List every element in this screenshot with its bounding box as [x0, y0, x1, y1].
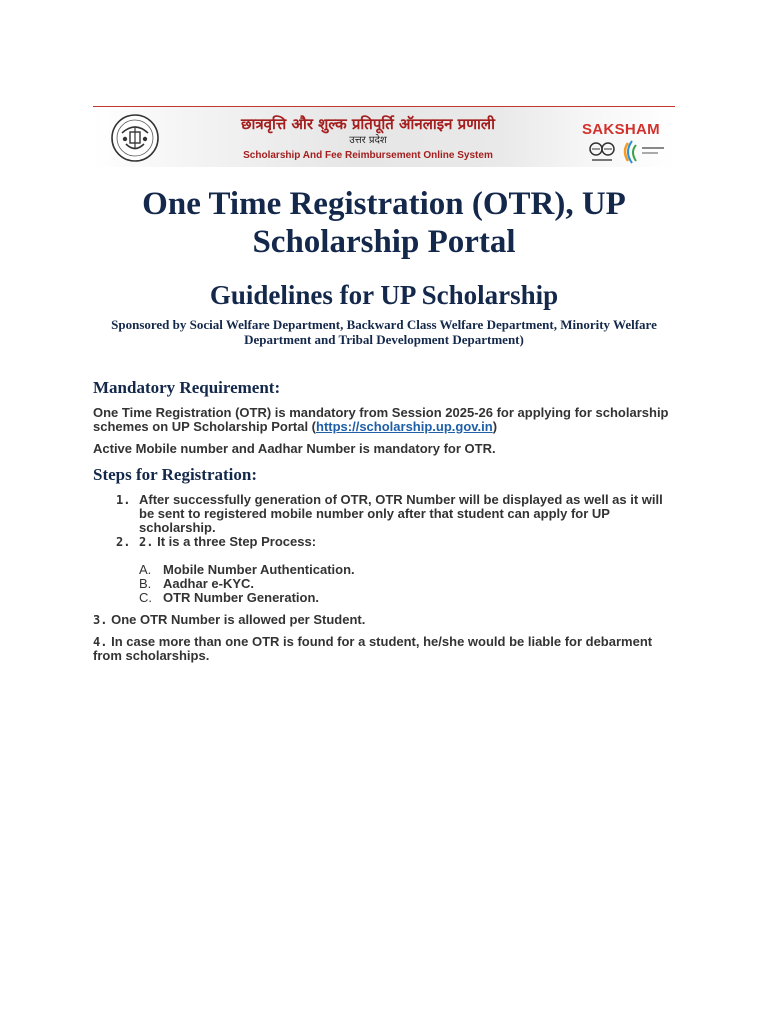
- step-item-2: [93, 535, 675, 549]
- document-body: [93, 106, 675, 663]
- saksham-brand: SAKSHAM: [582, 121, 660, 138]
- mandatory-paragraph-aadhar: Active Mobile number and Aadhar Number is mandatory for OTR.: [93, 441, 496, 456]
- step-text: After successfully generation of OTR, OTR Number will be displayed as well as it will be sent to registered mobile number only after that student can apply for UP scholarship.: [139, 492, 663, 535]
- steps-list: [93, 493, 675, 549]
- step-inline-number: 2.: [139, 535, 154, 549]
- mandatory-paragraph-otr: [93, 406, 675, 434]
- note-number: 3.: [93, 613, 108, 627]
- steps-heading: Steps for Registration:: [93, 465, 257, 484]
- step-number: 2.: [116, 535, 131, 549]
- sub-item-c: [139, 591, 675, 605]
- note-one-otr: [93, 613, 675, 627]
- note-debarment: [93, 635, 675, 663]
- sub-item-text: Aadhar e-KYC.: [163, 576, 255, 591]
- swachh-bharat-icon: [590, 143, 614, 161]
- sub-item-letter: C.: [139, 590, 152, 605]
- portal-banner: [93, 106, 675, 167]
- mandatory-heading: Mandatory Requirement:: [93, 378, 281, 397]
- page-subtitle: Guidelines for UP Scholarship: [209, 280, 559, 310]
- digital-india-icon: [625, 141, 664, 163]
- process-sub-list: [139, 563, 675, 605]
- up-state-emblem-icon: [109, 113, 161, 163]
- sub-item-text: Mobile Number Authentication.: [163, 562, 355, 577]
- mandatory-text-end: ): [492, 419, 498, 434]
- step-number: 1.: [116, 493, 131, 507]
- note-text: In case more than one OTR is found for a student, he/she would be liable for debarment from scholarships.: [93, 634, 653, 663]
- sponsor-note: Sponsored by Social Welfare Department, Backward Class Welfare Department, Minority Welfare Department and Tribal Development Department): [111, 317, 657, 347]
- banner-english-title: Scholarship And Fee Reimbursement Online System: [243, 150, 493, 161]
- sub-item-b: [139, 577, 675, 591]
- sub-item-a: [139, 563, 675, 577]
- sub-item-letter: A.: [139, 562, 152, 577]
- scholarship-portal-link[interactable]: https://scholarship.up.gov.in: [316, 419, 493, 434]
- page-title: One Time Registration (OTR), UP Scholarship Portal: [142, 186, 626, 260]
- step-item-1: [93, 493, 675, 535]
- banner-hindi-title: छात्रवृत्ति और शुल्क प्रतिपूर्ति ऑनलाइन प्रणाली: [240, 115, 495, 133]
- note-number: 4.: [93, 635, 108, 649]
- sub-item-letter: B.: [139, 576, 152, 591]
- banner-state-name: उत्तर प्रदेश: [349, 135, 387, 146]
- note-text: One OTR Number is allowed per Student.: [111, 612, 366, 627]
- mandatory-text: One Time Registration (OTR) is mandatory from Session 2025-26 for applying for scholarship schemes on UP Scholarship Portal (: [93, 405, 669, 434]
- partner-logos: [588, 139, 673, 167]
- step-text: It is a three Step Process:: [157, 534, 317, 549]
- sub-item-text: OTR Number Generation.: [163, 590, 320, 605]
